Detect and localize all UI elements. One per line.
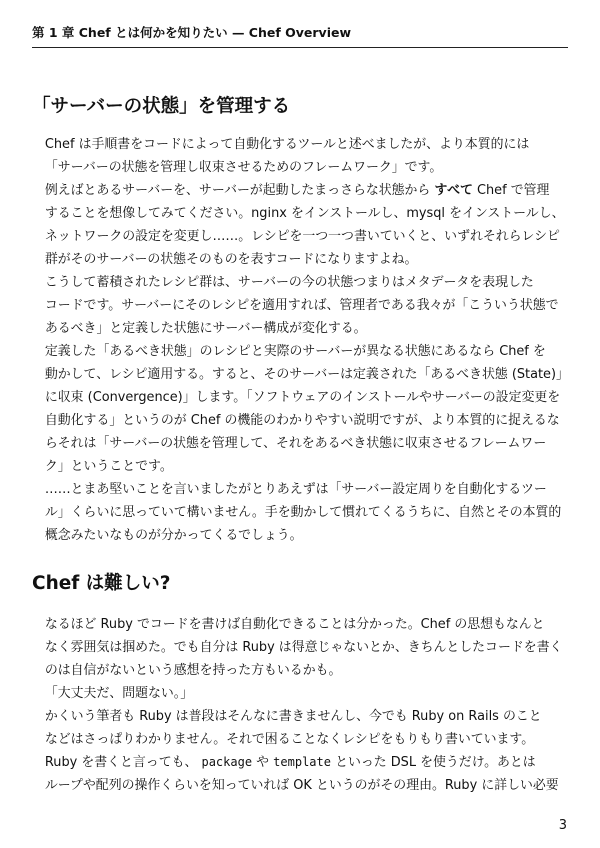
text-line: 群がそのサーバーの状態そのものを表すコードになりますよね。 [44,252,418,267]
text-line: することを想像してみてください。nginx をインストールし、mysql をインストールし、 [44,206,565,221]
text-run: といった DSL を使うだけ。あとは [335,755,536,770]
running-header: 第 1 章 Chef とは何かを知りたい — Chef Overview [32,24,568,48]
text-line: Chef は手順書をコードによって自動化するツールと述べましたが、より本質的には [44,137,530,152]
inline-code: template [273,755,331,769]
text-line: あるべき」と定義した状態にサーバー構成が変化する。 [44,321,367,336]
paragraph [32,705,568,751]
text-run: や [256,755,270,770]
paragraph [32,751,568,797]
text-line: などはさっぱりわかりません。それで困ることなくレシピをもりもり書いています。 [44,732,535,747]
text-run: Chef で管理 [476,183,550,198]
text-line: 「大丈夫だ、問題ない。」 [44,686,194,701]
text-line: ク」ということです。 [44,459,173,474]
text-line: ……とまあ堅いことを言いましたがとりあえずは「サーバー設定周りを自動化するツー [44,482,547,497]
emphasis-text: すべて [434,183,473,198]
paragraph [32,133,568,179]
text-line: に収束 (Convergence)」します。「ソフトウェアのインストールやサーバーの設定変更を [44,390,561,405]
text-run: 例えばとあるサーバーを、サーバーが起動したまっさらな状態から [44,183,431,198]
text-line: らそれは「サーバーの状態を管理して、それをあるべき状態に収束させるフレームワー [44,436,547,451]
text-line: かくいう筆者も Ruby は普段はそんなに書きませんし、今でも Ruby on Rails のこと [44,709,542,724]
paragraph [32,478,568,547]
text-line: 動かして、レシピ適用する。すると、そのサーバーは定義された「あるべき状態 (State)」 [44,367,569,382]
section-heading-state-management: 「サーバーの状態」を管理する [32,96,291,117]
text-line: 自動化する」というのが Chef の機能のわかりやすい説明ですが、より本質的に捉えるな [44,413,560,428]
section-heading-is-chef-difficult: Chef は難しい? [32,573,171,594]
text-line [32,751,568,774]
text-line: ネットワークの設定を変更し……。レシピを一つ一つ書いていくと、いずれそれらレシピ [44,229,560,244]
text-line: なるほど Ruby でコードを書けば自動化できることは分かった。Chef の思想もなんと [44,617,545,632]
text-line: なく雰囲気は掴めた。でも自分は Ruby は得意じゃないとか、きちんとしたコードを書く [44,640,563,655]
text-line: ル」くらいに思っていて構いません。手を動かして慣れてくるうちに、自然とその本質的 [44,505,562,520]
paragraph [32,179,568,271]
text-line: 概念みたいなものが分かってくるでしょう。 [44,528,303,543]
paragraph [32,682,568,705]
text-line: こうして蓄積されたレシピ群は、サーバーの今の状態つまりはメタデータを表現した [44,275,534,290]
text-run: Ruby を書くと言っても、 [44,755,198,770]
section-body-is-chef-difficult [32,613,568,797]
text-line: 「サーバーの状態を管理し収束させるためのフレームワーク」です。 [44,160,443,175]
text-line: コードです。サーバーにそのレシピを適用すれば、管理者である我々が「こういう状態で [44,298,559,313]
page-number: 3 [558,818,567,833]
inline-code: package [201,755,253,769]
paragraph [32,613,568,682]
text-line: ループや配列の操作くらいを知っていれば OK というのがその理由。Ruby に詳しい必要 [44,778,559,793]
text-line: 定義した「あるべき状態」のレシピと実際のサーバーが異なる状態にあるなら Chef を [44,344,546,359]
paragraph [32,271,568,340]
section-body-state-management [32,133,568,547]
paragraph [32,340,568,478]
text-line [32,179,568,202]
text-line: のは自信がないという感想を持った方もいるかも。 [44,663,342,678]
